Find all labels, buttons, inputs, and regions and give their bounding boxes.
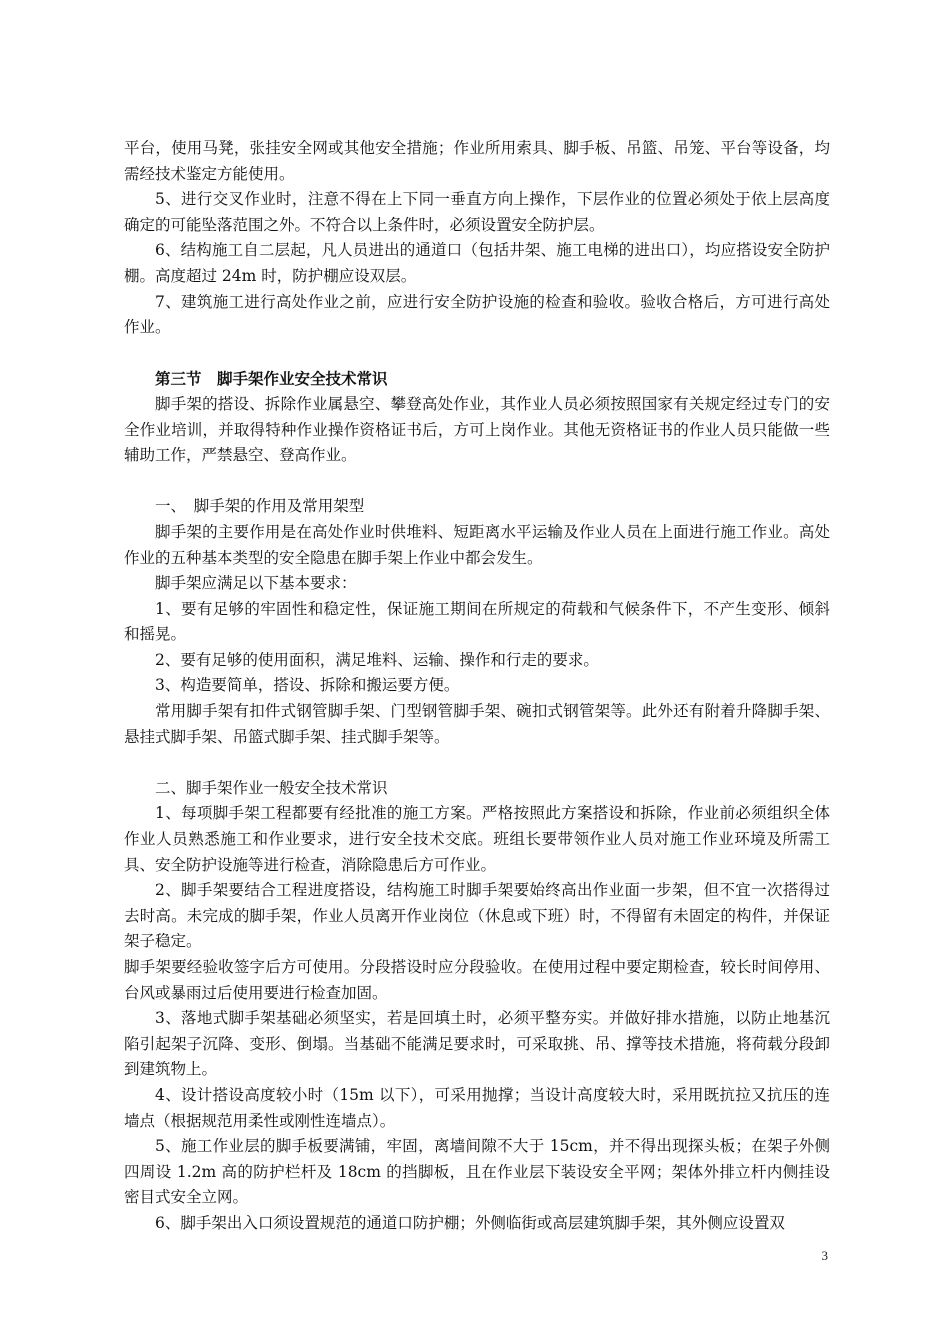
paragraph-item-7-inspection: 7、建筑施工进行高处作业之前，应进行安全防护设施的检查和验收。验收合格后，方可进行高处作业。 <box>124 292 830 337</box>
paragraph-requirement-1: 1、要有足够的牢固性和稳定性，保证施工期间在所规定的荷载和气候条件下，不产生变形、倾斜和摇晃。 <box>124 599 830 644</box>
blank-line <box>124 341 830 367</box>
blank-line <box>124 469 830 495</box>
paragraph-safety-6: 6、脚手架出入口须设置规范的通道口防护棚；外侧临街或高层建筑脚手架，其外侧应设置双 <box>155 1213 785 1232</box>
paragraph-safety-3: 3、落地式脚手架基础必须坚实，若是回填土时，必须平整夯实。并做好排水措施，以防止地基沉陷引起架子沉降、变形、倒塌。当基础不能满足要求时，可采取挑、吊、撑等技术措施，将荷载分段卸到建筑物上。 <box>124 1009 830 1079</box>
subheading-purpose-and-types: 一、 脚手架的作用及常用架型 <box>155 497 365 516</box>
paragraph-common-types: 常用脚手架有扣件式钢管脚手架、门型钢管脚手架、碗扣式钢管架等。此外还有附着升降脚手架、悬挂式脚手架、吊篮式脚手架、挂式脚手架等。 <box>124 702 830 746</box>
body-text <box>124 136 830 1237</box>
section-heading: 第三节 脚手架作业安全技术常识 <box>155 369 388 389</box>
paragraph-main-purpose: 脚手架的主要作用是在高处作业时供堆料、短距离水平运输及作业人员在上面进行施工作业。高处作业的五种基本类型的安全隐患在脚手架上作业中都会发生。 <box>124 522 830 567</box>
paragraph-item-6-protective-shed: 6、结构施工自二层起，凡人员进出的通道口（包括井架、施工电梯的进出口），均应搭设安全防护棚。高度超过 24m 时，防护棚应设双层。 <box>124 241 830 285</box>
paragraph-section-intro: 脚手架的搭设、拆除作业属悬空、攀登高处作业，其作业人员必须按照国家有关规定经过专门的安全作业培训，并取得特种作业操作资格证书后，方可上岗作业。其他无资格证书的作业人员只能做一些辅助工作，严禁悬空、登高作业。 <box>124 394 830 465</box>
paragraph-safety-5: 5、施工作业层的脚手板要满铺，牢固，离墙间隙不大于 15cm，并不得出现探头板；在架子外侧四周设 1.2m 高的防护栏杆及 18cm 的挡脚板，且在作业层下装设安全平网；架体外排立杆内侧挂设密目式安全立网。 <box>124 1137 830 1207</box>
paragraph-platform-continuation: 平台，使用马凳，张挂安全网或其他安全措施；作业所用索具、脚手板、吊篮、吊笼、平台等设备，均需经技术鉴定方能使用。 <box>124 139 830 183</box>
page-number: 3 <box>821 1248 828 1263</box>
paragraph-safety-4: 4、设计搭设高度较小时（15m 以下），可采用抛撑；当设计高度较大时，采用既抗拉又抗压的连墙点（根据规范用柔性或刚性连墙点）。 <box>124 1085 830 1130</box>
blank-line <box>124 750 830 776</box>
paragraph-requirement-3: 3、构造要简单，搭设、拆除和搬运要方便。 <box>155 676 460 695</box>
subheading-general-safety: 二、脚手架作业一般安全技术常识 <box>155 778 388 797</box>
paragraph-acceptance: 脚手架要经验收签字后方可使用。分段搭设时应分段验收。在使用过程中要定期检查，较长时间停用、台风或暴雨过后使用要进行检查加固。 <box>124 958 830 1002</box>
paragraph-basic-requirements: 脚手架应满足以下基本要求： <box>155 574 357 593</box>
paragraph-safety-2: 2、脚手架要结合工程进度搭设，结构施工时脚手架要始终高出作业面一步架，但不宜一次搭得过去时高。未完成的脚手架，作业人员离开作业岗位（休息或下班）时，不得留有未固定的构件，并保证架子稳定。 <box>124 881 830 951</box>
paragraph-requirement-2: 2、要有足够的使用面积，满足堆料、运输、操作和行走的要求。 <box>155 650 599 669</box>
paragraph-safety-1: 1、每项脚手架工程都要有经批准的施工方案。严格按照此方案搭设和拆除，作业前必须组织全体作业人员熟悉施工和作业要求，进行安全技术交底。班组长要带领作业人员对施工作业环境及所需工具、安全防护设施等进行检查，消除隐患后方可作业。 <box>124 804 830 874</box>
paragraph-item-5-cross-work: 5、进行交叉作业时，注意不得在上下同一垂直方向上操作，下层作业的位置必须处于依上层高度确定的可能坠落范围之外。不符合以上条件时，必须设置安全防护层。 <box>124 190 830 234</box>
